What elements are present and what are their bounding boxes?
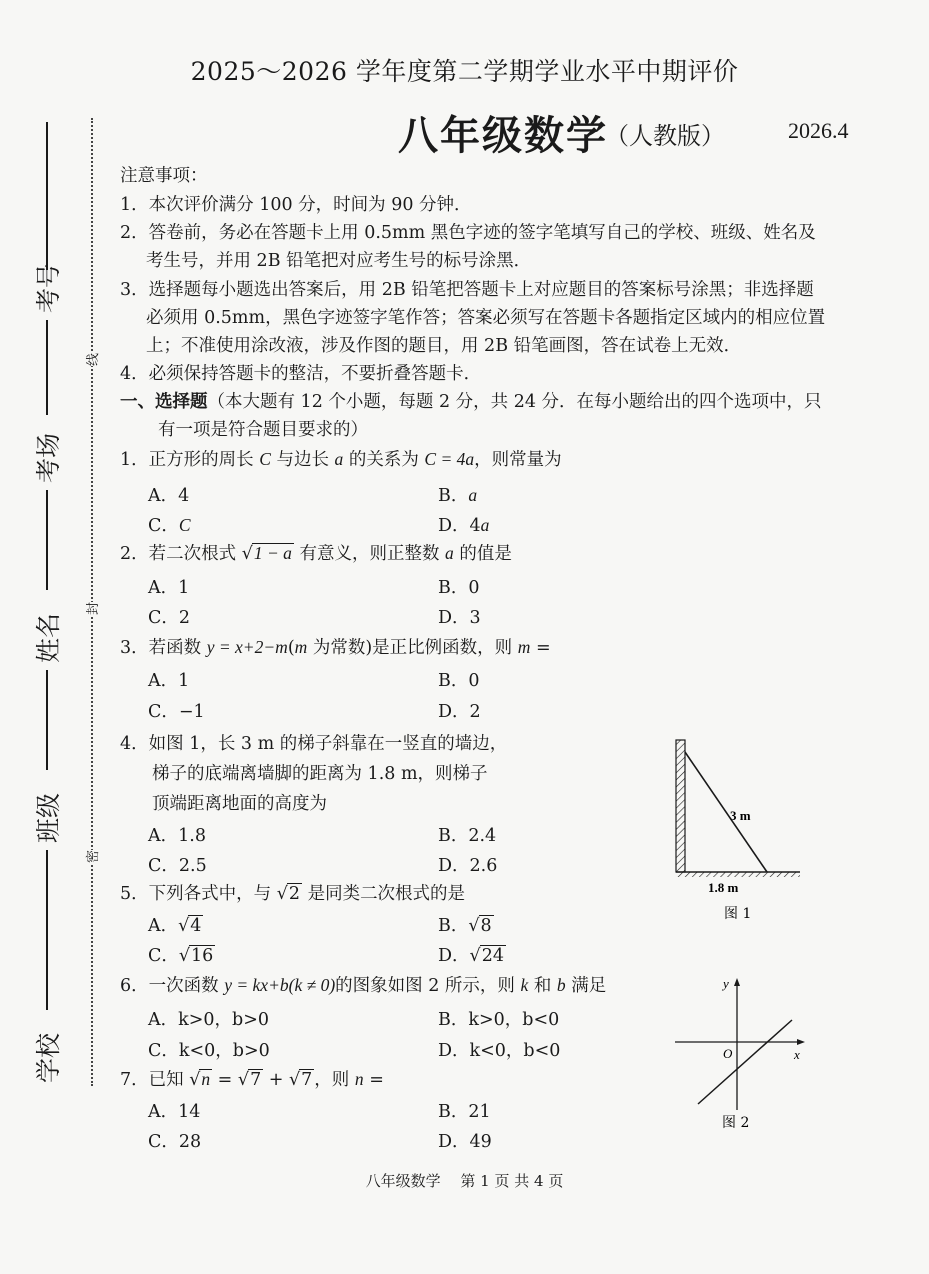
q5-text: 5．下列各式中，与 xyxy=(120,884,277,904)
q5-text: 是同类二次根式的是 xyxy=(302,884,466,904)
q6-text: 的图象如图 2 所示，则 xyxy=(335,976,521,996)
q3-option-d: D．2 xyxy=(438,702,481,722)
q4-option-b: B．2.4 xyxy=(438,826,497,846)
q3-text: 3．若函数 xyxy=(120,638,207,658)
seal-mark-xian: 线 xyxy=(80,353,103,366)
kaochang-line xyxy=(46,320,48,415)
q1-text: 的关系为 xyxy=(343,450,425,470)
sqrt-sign: √24 xyxy=(469,946,504,966)
option-label: B． xyxy=(438,486,469,506)
q3-option-b: B．0 xyxy=(438,671,480,691)
question-7-stem xyxy=(120,1066,384,1091)
banji-line xyxy=(46,670,48,770)
base-length-label: 1.8 m xyxy=(708,880,739,895)
xingming-line xyxy=(46,490,48,590)
q7-option-a: A．14 xyxy=(148,1102,201,1122)
function-line xyxy=(698,1020,792,1104)
q6-formula: y = kx+b(k ≠ 0) xyxy=(224,975,336,995)
seal-mark-feng: 封 xyxy=(80,602,103,615)
q3-var: m xyxy=(517,637,531,657)
x-axis-arrow-icon xyxy=(797,1039,805,1045)
q4-option-d: D．2.6 xyxy=(438,856,498,876)
q7-text: = xyxy=(212,1070,238,1090)
section-name: 一、选择题 xyxy=(120,392,208,412)
q5-radicand: 2 xyxy=(288,884,300,904)
xuexiao-line xyxy=(46,850,48,1010)
q4-option-a: A．1.8 xyxy=(148,826,206,846)
origin-label: O xyxy=(723,1046,733,1061)
option-radicand: 4 xyxy=(190,916,202,936)
notice-item-3-line2: 必须用 0.5mm，黑色字迹签字笔作答；答案必须写在答题卡各题指定区域内的相应位置 xyxy=(146,308,826,328)
notice-item-3-line3: 上；不准使用涂改液，涉及作图的题目，用 2B 铅笔画图，答在试卷上无效． xyxy=(146,336,742,356)
q7-radicand: n xyxy=(201,1069,211,1089)
q6-option-b: B．k>0，b<0 xyxy=(438,1010,560,1030)
q1-option-d xyxy=(438,512,489,537)
question-5-stem xyxy=(120,880,465,905)
label-kaohao: 考号 xyxy=(34,262,64,314)
sqrt-sign: √4 xyxy=(178,916,202,936)
q3-text: 为常数)是正比例函数，则 xyxy=(307,638,518,658)
y-axis-label: y xyxy=(723,976,729,991)
page-footer: 八年级数学 第 1 页 共 4 页 xyxy=(365,1172,564,1190)
q7-var: n xyxy=(354,1069,364,1089)
notice-heading: 注意事项： xyxy=(120,166,208,186)
q3-option-c: C．−1 xyxy=(148,702,205,722)
q6-option-a: A．k>0，b>0 xyxy=(148,1010,270,1030)
q2-text: 的值是 xyxy=(453,544,512,564)
q6-var: k xyxy=(520,975,529,995)
seal-mark-mi: 密 xyxy=(80,850,103,863)
q4-option-c: C．2.5 xyxy=(148,856,207,876)
notice-item-4: 4．必须保持答题卡的整洁，不要折叠答题卡． xyxy=(120,364,482,384)
q7-radicand: 7 xyxy=(301,1070,313,1090)
q3-formula: y = x+2−m xyxy=(206,637,288,657)
option-var: a xyxy=(480,515,490,535)
q5-option-d xyxy=(438,942,506,967)
y-axis-arrow-icon xyxy=(734,978,740,986)
q1-text: 1．正方形的周长 xyxy=(120,450,260,470)
question-4-stem-line1: 4．如图 1，长 3 m 的梯子斜靠在一竖直的墙边， xyxy=(120,734,508,754)
question-4-stem-line2: 梯子的底端离墙脚的距离为 1.8 m，则梯子 xyxy=(152,764,488,784)
exam-title: 2025～2026 学年度第二学期学业水平中期评价 xyxy=(190,57,739,86)
notice-item-2-line1: 2．答卷前，务必在答题卡上用 0.5mm 黑色字迹的签字笔填写自己的学校、班级、姓名及 xyxy=(120,223,816,243)
question-1-stem xyxy=(120,446,562,471)
option-var: C xyxy=(178,515,191,535)
q6-text: 满足 xyxy=(565,976,607,996)
question-4-stem-line3: 顶端距离地面的高度为 xyxy=(152,794,327,814)
q2-radicand: 1 − a xyxy=(253,543,292,563)
sqrt-sign: √16 xyxy=(178,946,214,966)
q1-option-a: A．4 xyxy=(148,486,190,506)
figure-2-graph xyxy=(670,970,810,1135)
kaohao-line xyxy=(46,122,48,270)
option-label: C． xyxy=(148,516,179,536)
q1-option-b xyxy=(438,482,477,507)
option-label: A． xyxy=(148,916,179,936)
q6-var: b xyxy=(556,975,566,995)
q7-option-d: D．49 xyxy=(438,1132,492,1152)
q7-option-c: C．28 xyxy=(148,1132,202,1152)
q7-text: 7．已知 xyxy=(120,1070,190,1090)
label-banji: 班级 xyxy=(34,792,64,844)
q1-formula: C = 4a xyxy=(424,449,475,469)
q6-option-c: C．k<0，b>0 xyxy=(148,1041,270,1061)
q2-option-d: D．3 xyxy=(438,608,481,628)
q5-option-a xyxy=(148,912,203,937)
question-6-stem xyxy=(120,972,606,997)
option-radicand: 16 xyxy=(191,946,214,966)
q1-option-c xyxy=(148,512,191,537)
q3-text: ( xyxy=(287,638,295,658)
q6-text: 和 xyxy=(528,976,557,996)
q7-option-b: B．21 xyxy=(438,1102,491,1122)
notice-item-2-line2: 考生号，并用 2B 铅笔把对应考生号的标号涂黑． xyxy=(146,251,532,271)
label-xingming: 姓名 xyxy=(34,612,64,664)
ladder xyxy=(685,752,767,872)
q3-var: m xyxy=(294,637,308,657)
notice-item-1: 1．本次评价满分 100 分，时间为 90 分钟． xyxy=(120,195,472,215)
option-label: D．4 xyxy=(438,516,481,536)
q2-var: a xyxy=(445,543,454,563)
figure-2-caption: 图 2 xyxy=(722,1115,750,1131)
section-desc-line1: （本大题有 12 个小题，每题 2 分，共 24 分．在每小题给出的四个选项中，只 xyxy=(207,392,822,412)
q7-text: ，则 xyxy=(314,1070,355,1090)
option-label: B． xyxy=(438,916,469,936)
question-3-stem xyxy=(120,634,551,659)
sqrt-sign: √n xyxy=(189,1069,211,1090)
q1-text: 与边长 xyxy=(270,450,335,470)
figure-1-caption: 图 1 xyxy=(724,906,752,922)
option-radicand: 24 xyxy=(481,946,504,966)
q5-option-c xyxy=(148,942,215,967)
q3-option-a: A．1 xyxy=(148,671,190,691)
q7-text: + xyxy=(263,1070,289,1090)
edition-label: （人教版） xyxy=(605,122,725,150)
q6-option-d: D．k<0，b<0 xyxy=(438,1041,561,1061)
sqrt-sign: √7 xyxy=(237,1070,262,1090)
exam-date: 2026.4 xyxy=(788,118,849,143)
q2-text: 有意义，则正整数 xyxy=(293,544,446,564)
option-var: a xyxy=(468,485,478,505)
option-radicand: 8 xyxy=(480,916,492,936)
x-axis-label: x xyxy=(794,1047,800,1062)
option-label: D． xyxy=(438,946,470,966)
section-heading xyxy=(120,388,822,413)
q7-radicand: 7 xyxy=(250,1070,262,1090)
sqrt-sign: √8 xyxy=(468,916,492,936)
q3-text: = xyxy=(530,638,551,658)
section-desc-line2: 有一项是符合题目要求的） xyxy=(158,420,368,440)
question-2-stem xyxy=(120,540,512,565)
notice-item-3-line1: 3．选择题每小题选出答案后，用 2B 铅笔把答题卡上对应题目的答案标号涂黑；非选择题 xyxy=(120,280,814,300)
sqrt-sign: √2 xyxy=(276,884,300,904)
q1-text: ，则常量为 xyxy=(474,450,562,470)
sqrt-sign: √1 − a xyxy=(241,543,292,564)
q2-option-c: C．2 xyxy=(148,608,191,628)
option-label: C． xyxy=(148,946,179,966)
q5-option-b xyxy=(438,912,494,937)
q2-option-b: B．0 xyxy=(438,578,480,598)
ladder-length-label: 3 m xyxy=(730,808,751,823)
subject-title: 八年级数学 xyxy=(398,112,608,159)
figure-1-ladder xyxy=(660,732,820,932)
label-xuexiao: 学校 xyxy=(34,1032,64,1084)
sqrt-sign: √7 xyxy=(289,1070,313,1090)
q1-var: C xyxy=(259,449,271,469)
q2-text: 2．若二次根式 xyxy=(120,544,242,564)
q2-option-a: A．1 xyxy=(148,578,190,598)
label-kaochang: 考场 xyxy=(34,432,64,484)
q6-text: 6．一次函数 xyxy=(120,976,225,996)
q7-text: = xyxy=(363,1070,384,1090)
wall xyxy=(676,740,685,872)
q1-var: a xyxy=(334,449,344,469)
